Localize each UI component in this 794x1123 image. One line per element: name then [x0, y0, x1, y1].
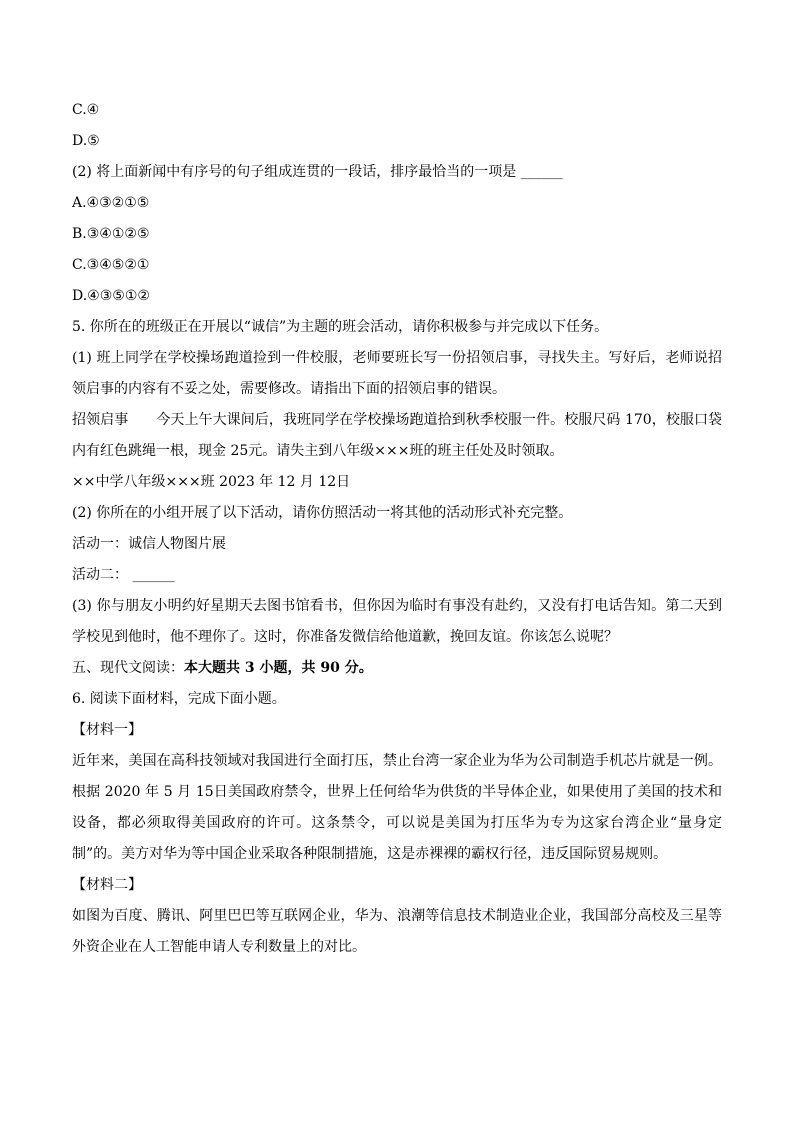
q5-subquestion-1: (1) 班上同学在学校操场跑道捡到一件校服，老师要班长写一份招领启事，寻找失主。写好后，老师说招领启事的内容有不妥之处，需要修改。请指出下面的招领启事的错误。: [72, 349, 722, 397]
q4-option-c: C.④: [72, 102, 100, 118]
notice-body: 今天上午大课间后，我班同学在学校操场跑道拾到秋季校服一件。校服尺码 170，校服口袋内有红色跳绳一根，现金 25元。请失主到八年级×××班的班主任处及时领取。: [72, 411, 723, 459]
q4-sub2-option-c: C.③④⑤②①: [72, 257, 150, 273]
q5-subquestion-2: (2) 你所在的小组开展了以下活动，请你仿照活动一将其他的活动形式补充完整。: [72, 505, 573, 521]
q4-sub2-option-a: A.④③②①⑤: [72, 195, 150, 211]
q4-subquestion-2: (2) 将上面新闻中有序号的句子组成连贯的一段话，排序最恰当的一项是 ______: [72, 164, 563, 180]
notice-signature: ××中学八年级×××班 2023 年 12 月 12日: [72, 474, 351, 490]
notice-title: 招领启事: [72, 411, 129, 428]
section-5-heading: [72, 658, 722, 678]
q5-activity-2: 活动二： ______: [72, 567, 175, 583]
q5-subquestion-3: (3) 你与朋友小明约好星期天去图书馆看书，但你因为临时有事没有赴约，又没有打电话告知。第二天到学校见到他时，他不理你了。这时，你准备发微信给他道歉，挽回友谊。你该怎么说呢？: [72, 597, 722, 645]
q5-activity-1: 活动一：诚信人物图片展: [72, 536, 226, 552]
section-5-bold: 本大题共 3 小题，共 90 分。: [184, 660, 373, 676]
q4-sub2-option-d: D.④③⑤①②: [72, 288, 150, 304]
q4-option-d: D.⑤: [72, 133, 100, 149]
q5-notice: [72, 405, 722, 467]
material-1-body: 近年来，美国在高科技领域对我国进行全面打压，禁止台湾一家企业为华为公司制造手机芯片就是一例。根据 2020 年 5 月 15日美国政府禁令，世界上任何给华为供货的半导体企业，如果使用了美国的技术和设备，都必须取得美国政府的许可。这条禁令，可以说是美国为打压华为专为这家台湾企业“量身定制”的。美方对华为等中国企业采取各种限制措施，这是赤裸裸的霸权行径，违反国际贸易规则。: [72, 752, 722, 862]
material-2-body: 如图为百度、腾讯、阿里巴巴等互联网企业，华为、浪潮等信息技术制造业企业，我国部分高校及三星等外资企业在人工智能申请人专利数量上的对比。: [72, 907, 722, 955]
material-2-title: 【材料二】: [72, 877, 142, 893]
section-5-prefix: 五、现代文阅读：: [72, 660, 184, 676]
q4-sub2-option-b: B.③④①②⑤: [72, 226, 150, 242]
q6-stem: 6. 阅读下面材料，完成下面小题。: [72, 691, 286, 707]
material-1-title: 【材料一】: [72, 722, 142, 738]
q5-stem: 5. 你所在的班级正在开展以“诚信”为主题的班会活动，请你积极参与并完成以下任务。: [72, 319, 609, 335]
